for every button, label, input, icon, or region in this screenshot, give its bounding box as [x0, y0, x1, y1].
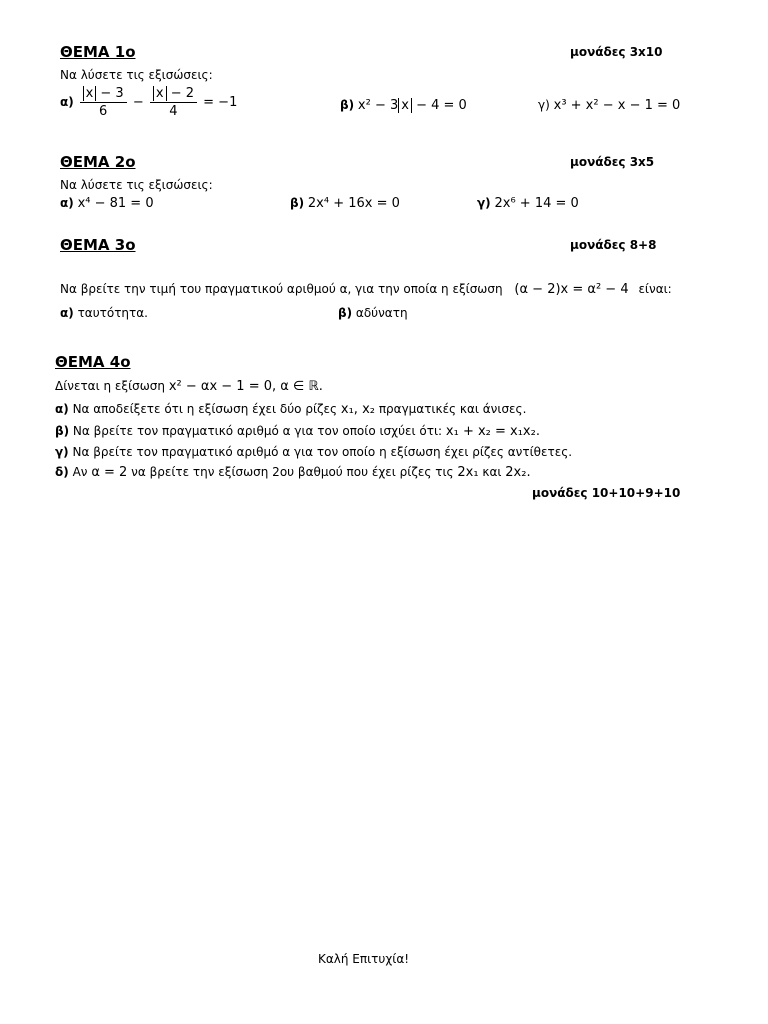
- theme3-equation: (α − 2)x = α² − 4: [514, 282, 629, 297]
- theme1-item-a: [60, 86, 237, 119]
- theme4-a-text-post: πραγματικές και άνισες.: [378, 402, 527, 416]
- theme4-a-text-pre: Να αποδείξετε ότι η εξίσωση έχει δύο ρίζες: [72, 402, 338, 416]
- theme3-b-text: αδύνατη: [355, 306, 408, 320]
- theme2-a-eq: x⁴ − 81 = 0: [77, 196, 154, 211]
- theme2-b-eq: 2x⁴ + 16x = 0: [307, 196, 400, 211]
- footer-wish: Καλή Επιτυχία!: [318, 952, 410, 966]
- theme4-d-math: α = 2: [91, 465, 128, 480]
- theme1-instruction: Να λύσετε τις εξισώσεις:: [60, 68, 213, 82]
- theme2-points: μονάδες 3x5: [570, 155, 655, 169]
- theme4-b-text-pre: Να βρείτε τον πραγματικό αριθμό α για τον οποίο ισχύει ότι:: [72, 424, 443, 438]
- theme4-d-math3: 2x₂.: [505, 465, 531, 480]
- theme3-item-a: [60, 306, 148, 320]
- theme4-a-math: x₁, x₂: [340, 402, 375, 417]
- theme1-a-fraction-2: [150, 86, 197, 119]
- theme4-item-d: [55, 465, 531, 480]
- theme1-a-rhs: = −1: [199, 95, 238, 110]
- theme1-b-label: β): [340, 98, 355, 112]
- theme1-item-g: [538, 98, 680, 113]
- den2: 4: [169, 104, 178, 119]
- theme4-a-label: α): [55, 402, 69, 416]
- theme2-heading: ΘΕΜΑ 2ο: [60, 153, 136, 171]
- theme1-g-eq: x³ + x² − x − 1 = 0: [553, 98, 681, 113]
- theme3-a-text: ταυτότητα.: [77, 306, 148, 320]
- theme2-instruction: Να λύσετε τις εξισώσεις:: [60, 178, 213, 192]
- theme3-item-b: [338, 306, 408, 320]
- theme4-d-label: δ): [55, 465, 69, 479]
- theme4-item-g: [55, 445, 572, 459]
- theme4-item-a: [55, 402, 526, 417]
- theme4-points: μονάδες 10+10+9+10: [532, 486, 681, 500]
- theme4-intro-eq: x² − αx − 1 = 0, α ∈ ℝ.: [168, 379, 323, 394]
- theme1-heading: ΘΕΜΑ 1ο: [60, 43, 136, 61]
- theme2-b-label: β): [290, 196, 305, 210]
- theme1-points: μονάδες 3x10: [570, 45, 663, 59]
- theme1-a-label: α): [60, 95, 74, 109]
- theme4-heading: ΘΕΜΑ 4ο: [55, 353, 131, 371]
- theme1-b-eq-post: − 4 = 0: [411, 98, 467, 113]
- theme1-a-fraction-1: [80, 86, 127, 119]
- theme3-points: μονάδες 8+8: [570, 238, 657, 252]
- den1: 6: [98, 104, 108, 119]
- theme3-a-label: α): [60, 306, 74, 320]
- theme4-d-text-and: και: [482, 465, 502, 479]
- theme4-b-label: β): [55, 424, 70, 438]
- theme4-d-text-pre: Αν: [72, 465, 88, 479]
- theme4-intro: [55, 379, 323, 394]
- theme2-item-g: [477, 196, 579, 211]
- theme2-a-label: α): [60, 196, 74, 210]
- theme3-heading: ΘΕΜΑ 3ο: [60, 236, 136, 254]
- abs-x-1: x: [83, 86, 97, 101]
- theme1-a-minus: −: [128, 95, 148, 110]
- theme4-b-math: x₁ + x₂ = x₁x₂.: [445, 424, 540, 439]
- theme4-d-text-mid: να βρείτε την εξίσωση 2ου βαθμού που έχει ρίζες τις: [131, 465, 454, 479]
- theme2-g-eq: 2x⁶ + 14 = 0: [494, 196, 579, 211]
- theme1-b-eq-var: x: [398, 98, 412, 113]
- theme4-intro-text: Δίνεται η εξίσωση: [55, 379, 165, 393]
- theme4-g-label: γ): [55, 445, 69, 459]
- theme3-instruction: Να βρείτε την τιμή του πραγματικού αριθμού α, για την οποία η εξίσωση: [60, 282, 503, 296]
- theme2-item-a: [60, 196, 154, 211]
- theme2-item-b: [290, 196, 400, 211]
- theme1-b-eq-pre: x² − 3: [357, 98, 399, 113]
- theme1-item-b: [340, 98, 467, 113]
- theme3-instruction-end: είναι:: [638, 282, 672, 296]
- theme4-g-text: Να βρείτε τον πραγματικό αριθμό α για τον οποίο η εξίσωση έχει ρίζες αντίθετες.: [72, 445, 573, 459]
- theme3-b-label: β): [338, 306, 353, 320]
- num1-rest: − 3: [96, 86, 124, 101]
- theme4-d-math2: 2x₁: [457, 465, 479, 480]
- num2-rest: − 2: [166, 86, 195, 101]
- theme4-item-b: [55, 424, 540, 439]
- theme1-g-label: γ): [538, 98, 550, 112]
- abs-x-2: x: [153, 86, 167, 101]
- theme2-g-label: γ): [477, 196, 491, 210]
- theme3-instruction-line: [60, 282, 672, 297]
